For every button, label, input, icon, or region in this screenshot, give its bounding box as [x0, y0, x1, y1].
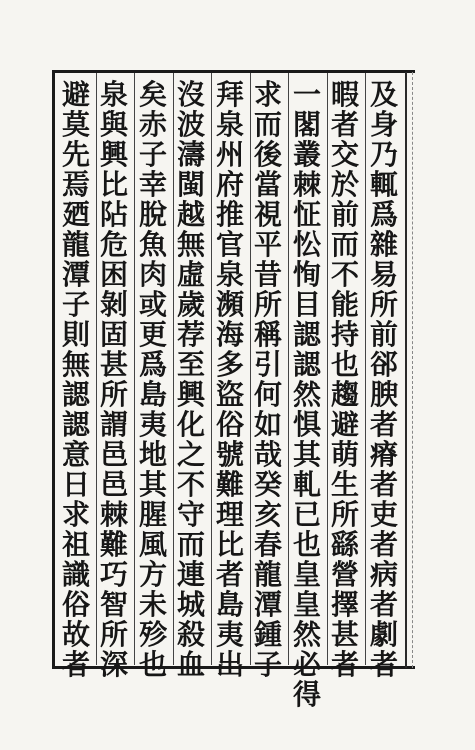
character: 甚	[99, 348, 128, 381]
column-rule	[211, 73, 212, 665]
character: 閩	[176, 168, 205, 201]
character: 已	[292, 498, 321, 531]
character: 腴	[369, 378, 398, 411]
character: 島	[138, 378, 167, 411]
character: 亥	[253, 498, 282, 531]
character: 更	[138, 318, 167, 351]
character: 求	[253, 78, 282, 111]
character: 諰	[61, 378, 90, 411]
character: 島	[215, 588, 244, 621]
character: 者	[369, 648, 398, 681]
character: 哉	[253, 438, 282, 471]
character: 皇	[292, 588, 321, 621]
character: 視	[253, 198, 282, 231]
character: 興	[176, 378, 205, 411]
text-column-7	[136, 78, 170, 681]
frame-left-border	[52, 72, 55, 668]
character: 越	[176, 198, 205, 231]
character: 故	[61, 618, 90, 651]
column-rule	[134, 73, 135, 665]
character: 泉	[215, 258, 244, 291]
character: 方	[138, 558, 167, 591]
character: 無	[61, 348, 90, 381]
character: 魚	[138, 228, 167, 261]
character: 軋	[292, 468, 321, 501]
character: 殺	[176, 618, 205, 651]
character: 夷	[138, 408, 167, 441]
character: 忪	[292, 228, 321, 261]
character: 子	[138, 138, 167, 171]
character: 而	[253, 108, 282, 141]
character: 潭	[61, 258, 90, 291]
character: 潭	[253, 588, 282, 621]
character: 虛	[176, 258, 205, 291]
character: 識	[61, 558, 90, 591]
character: 號	[215, 438, 244, 471]
character: 其	[292, 438, 321, 471]
character: 脫	[138, 198, 167, 231]
character: 不	[176, 468, 205, 501]
character: 祖	[61, 528, 90, 561]
character: 之	[176, 438, 205, 471]
column-rule	[288, 73, 289, 665]
character: 固	[99, 318, 128, 351]
character: 多	[215, 348, 244, 381]
character: 者	[61, 648, 90, 681]
character: 比	[215, 528, 244, 561]
character: 叢	[292, 138, 321, 171]
character: 病	[369, 558, 398, 591]
character: 俗	[61, 588, 90, 621]
character: 諰	[61, 408, 90, 441]
character: 當	[253, 168, 282, 201]
character: 海	[215, 318, 244, 351]
character: 龍	[61, 228, 90, 261]
character: 所	[99, 378, 128, 411]
character: 子	[253, 648, 282, 681]
character: 瘠	[369, 438, 398, 471]
character: 萌	[330, 438, 359, 471]
character: 則	[61, 318, 90, 351]
character: 者	[330, 108, 359, 141]
character: 所	[369, 288, 398, 321]
text-column-5	[213, 78, 247, 681]
character: 者	[369, 528, 398, 561]
character: 所	[253, 288, 282, 321]
character: 廼	[61, 198, 90, 231]
character: 邑	[99, 438, 128, 471]
character: 意	[61, 438, 90, 471]
character: 風	[138, 528, 167, 561]
character: 困	[99, 258, 128, 291]
character: 深	[99, 648, 128, 681]
character: 爲	[369, 198, 398, 231]
character: 也	[292, 528, 321, 561]
character: 泉	[215, 108, 244, 141]
character: 劇	[369, 618, 398, 651]
character: 棘	[99, 498, 128, 531]
text-column-3	[290, 78, 324, 711]
character: 腥	[138, 498, 167, 531]
character: 難	[215, 468, 244, 501]
character: 然	[292, 618, 321, 651]
character: 興	[99, 138, 128, 171]
frame-right-border	[405, 72, 407, 668]
character: 智	[99, 588, 128, 621]
character: 爲	[138, 348, 167, 381]
character: 瀕	[215, 288, 244, 321]
character: 閣	[292, 108, 321, 141]
character: 及	[369, 78, 398, 111]
character: 惧	[292, 408, 321, 441]
gutter-line	[412, 72, 413, 668]
character: 肉	[138, 258, 167, 291]
text-column-8	[97, 78, 131, 681]
character: 者	[330, 648, 359, 681]
character: 得	[292, 678, 321, 711]
character: 前	[369, 318, 398, 351]
character: 而	[330, 228, 359, 261]
character: 繇	[330, 528, 359, 561]
character: 阽	[99, 198, 128, 231]
character: 者	[369, 408, 398, 441]
character: 一	[292, 78, 321, 111]
character: 州	[215, 138, 244, 171]
character: 未	[138, 588, 167, 621]
character: 推	[215, 198, 244, 231]
character: 諰	[292, 318, 321, 351]
character: 也	[138, 648, 167, 681]
character: 其	[138, 468, 167, 501]
character: 城	[176, 588, 205, 621]
character: 巧	[99, 558, 128, 591]
character: 目	[292, 288, 321, 321]
character: 者	[369, 588, 398, 621]
character: 至	[176, 348, 205, 381]
character: 擇	[330, 588, 359, 621]
character: 拜	[215, 78, 244, 111]
character: 交	[330, 138, 359, 171]
character: 平	[253, 228, 282, 261]
character: 如	[253, 408, 282, 441]
character: 危	[99, 228, 128, 261]
text-column-6	[174, 78, 208, 681]
character: 濤	[176, 138, 205, 171]
character: 地	[138, 438, 167, 471]
character: 引	[253, 348, 282, 381]
character: 甚	[330, 618, 359, 651]
character: 春	[253, 528, 282, 561]
character: 連	[176, 558, 205, 591]
frame-top-border	[52, 70, 415, 73]
character: 或	[138, 288, 167, 321]
text-column-1	[367, 78, 401, 681]
character: 求	[61, 498, 90, 531]
character: 必	[292, 648, 321, 681]
character: 避	[330, 408, 359, 441]
character: 化	[176, 408, 205, 441]
character: 莫	[61, 108, 90, 141]
character: 昔	[253, 258, 282, 291]
character: 理	[215, 498, 244, 531]
character: 荐	[176, 318, 205, 351]
character: 生	[330, 468, 359, 501]
character: 所	[99, 618, 128, 651]
character: 身	[369, 108, 398, 141]
character: 子	[61, 288, 90, 321]
character: 剝	[99, 288, 128, 321]
character: 焉	[61, 168, 90, 201]
character: 盜	[215, 378, 244, 411]
character: 避	[61, 78, 90, 111]
character: 守	[176, 498, 205, 531]
character: 與	[99, 108, 128, 141]
character: 官	[215, 228, 244, 261]
character: 歲	[176, 288, 205, 321]
character: 怔	[292, 198, 321, 231]
character: 俗	[215, 408, 244, 441]
character: 何	[253, 378, 282, 411]
character: 諰	[292, 348, 321, 381]
character: 而	[176, 528, 205, 561]
character: 鍾	[253, 618, 282, 651]
character: 吏	[369, 498, 398, 531]
character: 郤	[369, 348, 398, 381]
character: 不	[330, 258, 359, 291]
character: 殄	[138, 618, 167, 651]
character: 比	[99, 168, 128, 201]
character: 營	[330, 558, 359, 591]
character: 持	[330, 318, 359, 351]
character: 暇	[330, 78, 359, 111]
character: 所	[330, 498, 359, 531]
character: 也	[330, 348, 359, 381]
character: 後	[253, 138, 282, 171]
character: 趨	[330, 378, 359, 411]
character: 前	[330, 198, 359, 231]
character: 龍	[253, 558, 282, 591]
character: 赤	[138, 108, 167, 141]
character: 能	[330, 288, 359, 321]
character: 波	[176, 108, 205, 141]
character: 血	[176, 648, 205, 681]
text-column-2	[328, 78, 362, 681]
character: 夷	[215, 618, 244, 651]
character: 者	[369, 468, 398, 501]
character: 雜	[369, 228, 398, 261]
character: 泉	[99, 78, 128, 111]
character: 恂	[292, 258, 321, 291]
column-rule	[365, 73, 366, 665]
character: 謂	[99, 408, 128, 441]
character: 輒	[369, 168, 398, 201]
character: 然	[292, 378, 321, 411]
character: 幸	[138, 168, 167, 201]
character: 皇	[292, 558, 321, 591]
character: 沒	[176, 78, 205, 111]
character: 先	[61, 138, 90, 171]
character: 府	[215, 168, 244, 201]
character: 者	[215, 558, 244, 591]
character: 無	[176, 228, 205, 261]
character: 稱	[253, 318, 282, 351]
character: 癸	[253, 468, 282, 501]
character: 易	[369, 258, 398, 291]
character: 於	[330, 168, 359, 201]
text-column-9	[59, 78, 93, 681]
character: 矣	[138, 78, 167, 111]
character: 難	[99, 528, 128, 561]
character: 出	[215, 648, 244, 681]
character: 棘	[292, 168, 321, 201]
character: 日	[61, 468, 90, 501]
character: 乃	[369, 138, 398, 171]
text-column-4	[251, 78, 285, 681]
character: 邑	[99, 468, 128, 501]
